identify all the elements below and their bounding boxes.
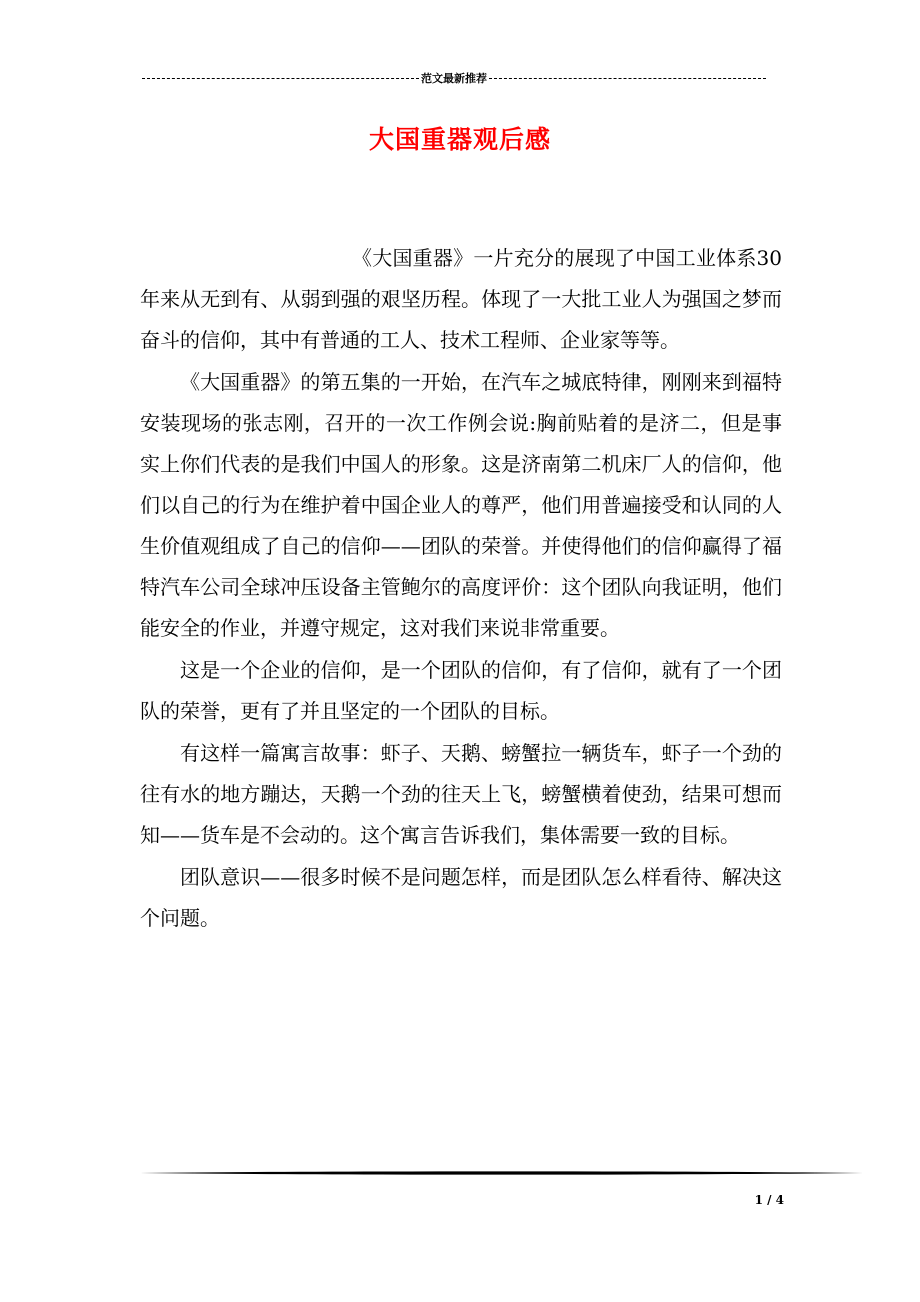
header-dash-left: [142, 78, 419, 79]
paragraph: 团队意识——很多时候不是问题怎样，而是团队怎么样看待、解决这个问题。: [140, 865, 782, 930]
page-number: 1 / 4: [754, 1193, 784, 1207]
paragraph: 《大国重器》的第五集的一开始，在汽车之城底特律，刚刚来到福特安装现场的张志刚，召开的一次工作例会说:胸前贴着的是济二，但是事实上你们代表的是我们中国人的形象。这是济南第二机床厂人的信仰，他们以自己的行为在维护着中国企业人的尊严，他们用普遍接受和认同的人生价值观组成了自己的信仰——团队的荣誉。并使得他们的信仰赢得了福特汽车公司全球冲压设备主管鲍尔的高度评价：这个团队向我证明，他们能安全的作业，并遵守规定，这对我们来说非常重要。: [140, 370, 782, 640]
paragraph: 有这样一篇寓言故事：虾子、天鹅、螃蟹拉一辆货车，虾子一个劲的往有水的地方蹦达，天鹅一个劲的往天上飞，螃蟹横着使劲，结果可想而知——货车是不会动的。这个寓言告诉我们，集体需要一致的目标。: [140, 741, 782, 847]
document-title: 大国重器观后感: [368, 125, 551, 154]
header-label: 范文最新推荐: [421, 72, 487, 85]
document-body: [140, 238, 782, 940]
page-header: [140, 68, 768, 88]
paragraph: 这是一个企业的信仰，是一个团队的信仰，有了信仰，就有了一个团队的荣誉，更有了并且坚定的一个团队的目标。: [140, 658, 782, 723]
header-dash-right: [489, 78, 766, 79]
paragraph: 《大国重器》一片充分的展现了中国工业体系30年来从无到有、从弱到强的艰坚历程。体现了一大批工业人为强国之梦而奋斗的信仰，其中有普通的工人、技术工程师、企业家等等。: [140, 246, 782, 352]
footer-divider: [140, 1170, 863, 1176]
